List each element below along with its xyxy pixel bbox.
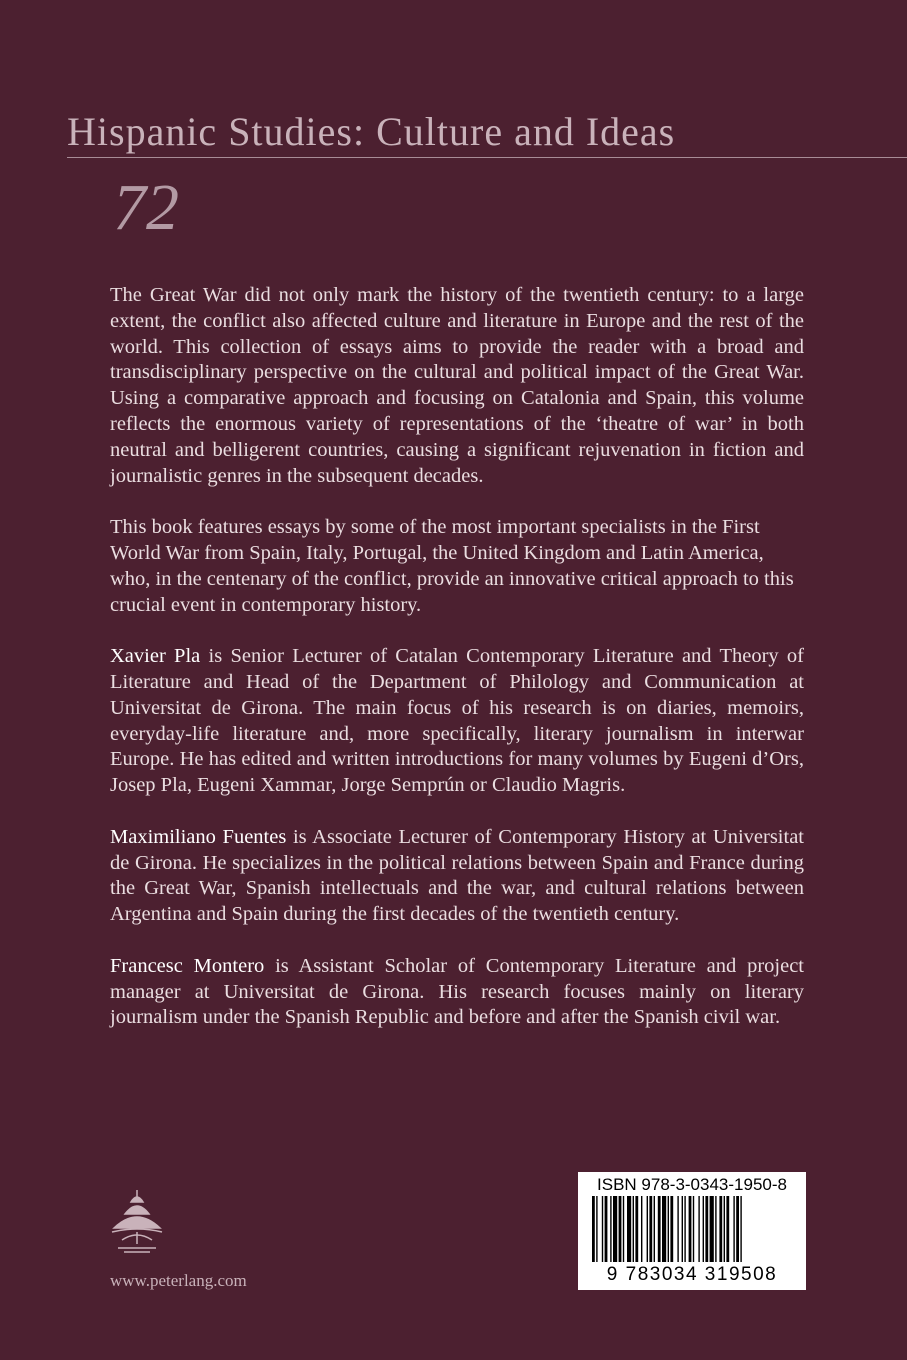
cover-text: [110, 283, 804, 1057]
author-name: Maximiliano Fuentes: [110, 825, 287, 848]
peter-lang-logo-icon: [108, 1188, 166, 1256]
author-bio: [110, 825, 804, 928]
author-name: Xavier Pla: [110, 645, 201, 668]
author-bio: [110, 644, 804, 799]
barcode-digits: 9 783034 319508: [606, 1264, 778, 1285]
series-title: Hispanic Studies: Culture and Ideas: [67, 109, 676, 154]
author-name: Francesc Montero: [110, 954, 265, 977]
blurb-paragraph: The Great War did not only mark the history of the twentieth century: to a large extent, the conflict also affected culture and literature in Europe and the rest of the world. This collection of essays aims to provide the reader with a broad and transdisciplinary perspective on the cultural and political impact of the Great War. Using a comparative approach and focusing on Catalonia and Spain, this volume reflects the enormous variety of representations of the ‘theatre of war’ in both neutral and belligerent countries, causing a significant rejuvenation in fiction and journalistic genres in the subsequent decades.: [110, 284, 804, 487]
barcode-bars: [578, 1196, 806, 1264]
isbn-label: ISBN 978-3-0343-1950-8: [597, 1175, 787, 1194]
author-bio-text: is Senior Lecturer of Catalan Contemporary Literature and Theory of Literature and Head of the Department of Philology and Communication at Universitat de Girona. The main focus of his research is on diaries, memoirs, everyday-life literature and, more specifically, literary journalism in interwar Europe. He has edited and written introductions for many volumes by Eugeni d’Ors, Josep Pla, Eugeni Xammar, Jorge Semprún or Claudio Magris.: [110, 645, 804, 797]
blurb-paragraph: This book features essays by some of the most important specialists in the First World War from Spain, Italy, Portugal, the United Kingdom and Latin America, who, in the centenary of the conflict, provide an innovative critical approach to this crucial event in contemporary history.: [110, 516, 794, 616]
volume-number: 72: [113, 171, 179, 244]
title-divider: [67, 157, 907, 158]
author-bio: [110, 954, 804, 1031]
isbn-barcode: [578, 1172, 806, 1290]
author-bio-text: is Associate Lecturer of Contemporary History at Universitat de Girona. He specializes in the political relations between Spain and France during the Great War, Spanish intellectuals and the war, and cultural relations between Argentina and Spain during the first decades of the twentieth century.: [110, 825, 804, 926]
author-bio-text: is Assistant Scholar of Contemporary Literature and project manager at Universitat de Girona. His research focuses mainly on literary journalism under the Spanish Republic and before and after the Spanish civil war.: [110, 954, 805, 1029]
publisher-website: www.peterlang.com: [110, 1271, 247, 1290]
